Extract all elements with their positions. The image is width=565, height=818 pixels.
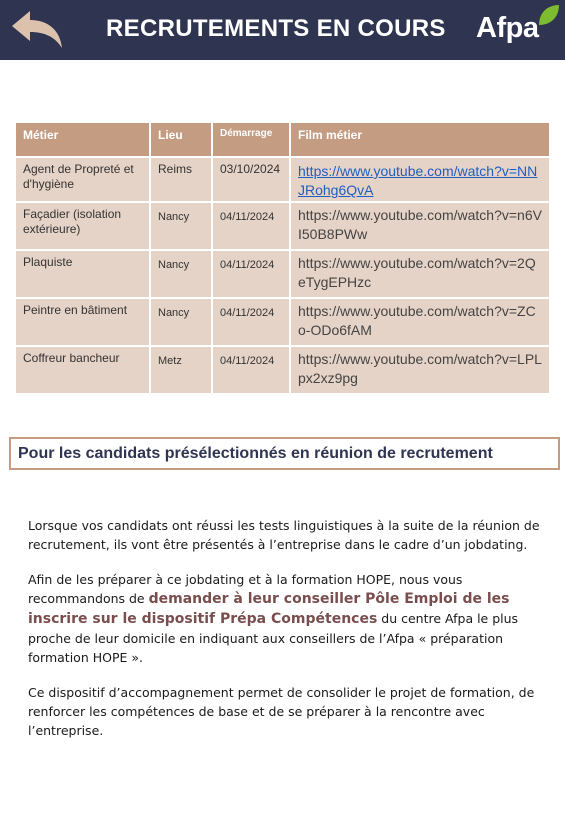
table-row xyxy=(15,202,550,250)
cell-lieu: Nancy xyxy=(150,202,212,250)
cell-lieu: Nancy xyxy=(150,298,212,346)
cell-demarrage: 04/11/2024 xyxy=(212,250,290,298)
cell-film: https://www.youtube.com/watch?v=2QeTygEPHzc xyxy=(290,250,550,298)
paragraph-recommendation xyxy=(28,570,556,667)
cell-film: https://www.youtube.com/watch?v=n6VI50B8PWw xyxy=(290,202,550,250)
table-row xyxy=(15,298,550,346)
table-row xyxy=(15,157,550,202)
film-link[interactable]: https://www.youtube.com/watch?v=NNJRohg6QvA xyxy=(298,163,538,198)
cell-demarrage: 04/11/2024 xyxy=(212,346,290,394)
cell-metier: Plaquiste xyxy=(15,250,150,298)
section-heading-box xyxy=(9,437,560,470)
recommendation-intro: Afin de les préparer à ce jobdating et à la formation HOPE, nous vous recommandons de xyxy=(28,572,463,606)
leaf-icon xyxy=(537,3,561,27)
recommendation-outro: du centre Afpa le plus proche de leur domicile en indiquant aux conseillers de l’Afpa « préparation formation HOPE ». xyxy=(28,611,519,665)
page-header xyxy=(0,0,565,60)
column-header-lieu: Lieu xyxy=(150,122,212,157)
cell-film xyxy=(290,157,550,202)
cell-lieu: Reims xyxy=(150,157,212,202)
cell-metier: Peintre en bâtiment xyxy=(15,298,150,346)
table-header-row xyxy=(15,122,550,157)
column-header-film: Film métier xyxy=(290,122,550,157)
afpa-logo xyxy=(476,3,562,51)
column-header-demarrage: Démarrage xyxy=(212,122,290,157)
paragraph-dispositif: Ce dispositif d’accompagnement permet de consolider le projet de formation, de renforcer les compétences de base et de se préparer à la rencontre avec l’entreprise. xyxy=(28,685,535,738)
cell-lieu: Nancy xyxy=(150,250,212,298)
logo-text: Afpa xyxy=(476,12,539,44)
cell-film: https://www.youtube.com/watch?v=LPLpx2xz9pg xyxy=(290,346,550,394)
table-row xyxy=(15,250,550,298)
column-header-metier: Métier xyxy=(15,122,150,157)
cell-metier: Façadier (isolation extérieure) xyxy=(15,202,150,250)
cell-metier: Agent de Propreté et d'hygiène xyxy=(15,157,150,202)
section-title: Pour les candidats présélectionnés en réunion de recrutement xyxy=(18,445,493,462)
paragraph-jobdating: Lorsque vos candidats ont réussi les tests linguistiques à la suite de la réunion de recrutement, ils vont être présentés à l’entreprise dans le cadre d’un jobdating. xyxy=(28,518,540,552)
cell-film: https://www.youtube.com/watch?v=ZCo-ODo6fAM xyxy=(290,298,550,346)
recruitment-table xyxy=(14,121,551,395)
cell-demarrage: 04/11/2024 xyxy=(212,298,290,346)
back-arrow-icon xyxy=(8,8,66,52)
cell-demarrage: 04/11/2024 xyxy=(212,202,290,250)
cell-demarrage: 03/10/2024 xyxy=(212,157,290,202)
recommendation-highlight: demander à leur conseiller Pôle Emploi de les inscrire sur le dispositif Prépa Compétences xyxy=(28,591,510,627)
body-text xyxy=(28,516,556,756)
back-button[interactable] xyxy=(8,8,66,52)
page-title: RECRUTEMENTS EN COURS xyxy=(106,15,446,42)
table-row xyxy=(15,346,550,394)
cell-lieu: Metz xyxy=(150,346,212,394)
cell-metier: Coffreur bancheur xyxy=(15,346,150,394)
